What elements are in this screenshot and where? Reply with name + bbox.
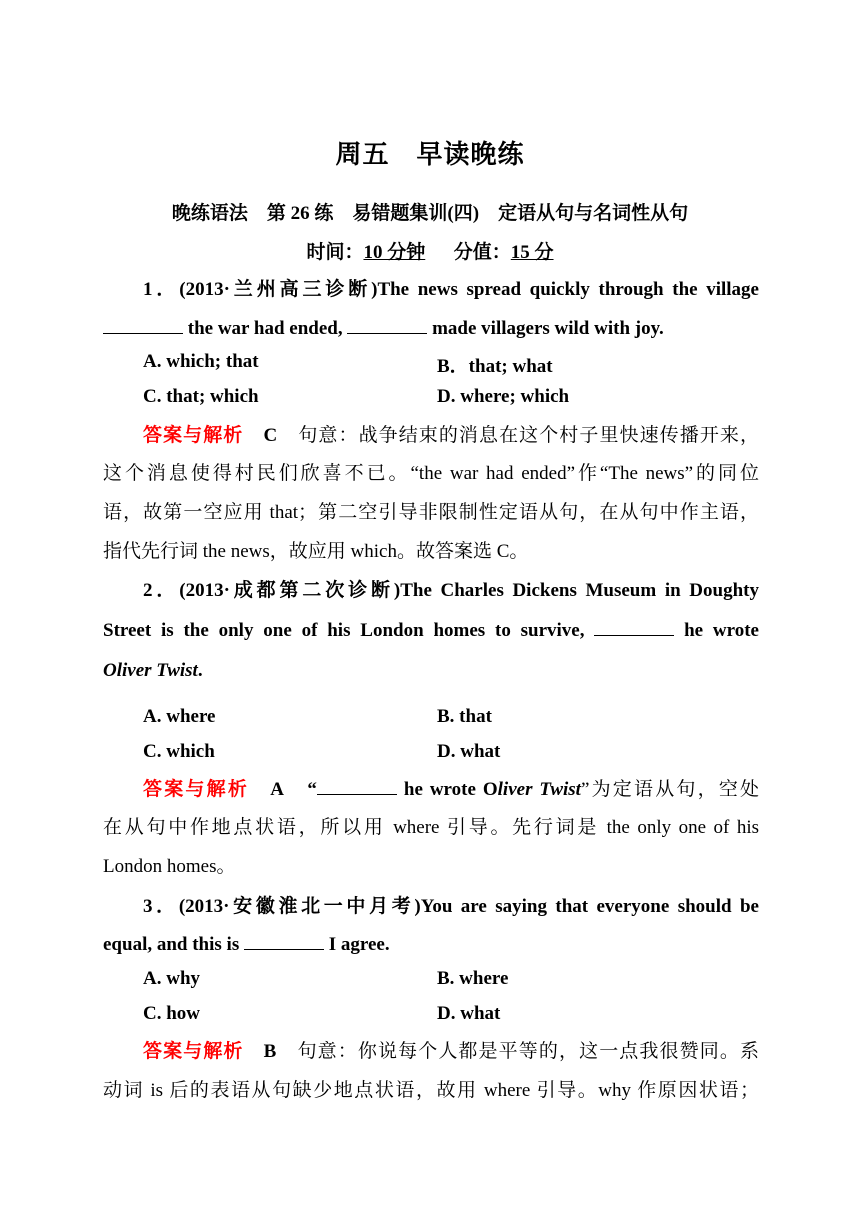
question-2-option-b: B. that bbox=[437, 706, 492, 727]
question-3-option-d: D. what bbox=[437, 1003, 501, 1024]
question-1-answer-line3: 语，故第一空应用 that；第二空引导非限制性定语从句，在从句中作主语， bbox=[103, 502, 759, 523]
question-2-option-d: D. what bbox=[437, 741, 501, 762]
question-1-answer-line1: 答案与解析 C 句意：战争结束的消息在这个村子里快速传播开来， bbox=[143, 425, 759, 446]
question-2-option-a: A. where bbox=[143, 706, 216, 727]
answer-label: 答案与解析 bbox=[143, 425, 244, 446]
question-1-option-b: B．that; what bbox=[437, 356, 553, 377]
question-3-option-b: B. where bbox=[437, 968, 509, 989]
answer-label: 答案与解析 bbox=[143, 1041, 244, 1062]
question-1-stem-line2: the war had ended, made villagers wild with joy. bbox=[103, 316, 759, 341]
question-2-answer-line1: 答案与解析 A “ he wrote Oliver Twist”为定语从句，空处 bbox=[143, 779, 760, 800]
question-3-answer-line1: 答案与解析 B 句意：你说每个人都是平等的，这一点我很赞同。系 bbox=[143, 1041, 759, 1062]
question-3-option-a: A. why bbox=[143, 968, 201, 989]
blank bbox=[317, 777, 397, 795]
score-label: 分值： bbox=[453, 242, 511, 263]
question-3-option-c: C. how bbox=[143, 1003, 201, 1024]
question-2-option-c: C. which bbox=[143, 741, 215, 762]
blank bbox=[103, 316, 183, 334]
question-1-answer-line4: 指代先行词 the news，故应用 which。故答案选 C。 bbox=[103, 541, 529, 562]
question-1-option-d: D. where; which bbox=[437, 386, 570, 407]
page-title: 周五 早读晚练 bbox=[335, 140, 525, 169]
question-3-answer: B bbox=[263, 1041, 277, 1062]
question-3-stem-line1: 3．(2013·安徽淮北一中月考)You are saying that everyone should be bbox=[143, 896, 759, 917]
question-2-answer-line3: London homes。 bbox=[103, 856, 236, 877]
time-value: 10 分钟 bbox=[363, 242, 426, 263]
answer-label: 答案与解析 bbox=[143, 779, 250, 800]
blank bbox=[594, 618, 674, 636]
page-subtitle: 晚练语法 第 26 练 易错题集训(四) 定语从句与名词性从句 bbox=[171, 203, 689, 224]
question-3-answer-line2: 动词 is 后的表语从句缺少地点状语，故用 where 引导。why 作原因状语； bbox=[103, 1080, 759, 1101]
question-2-stem-line2: Street is the only one of his London homes to survive, he wrote bbox=[103, 620, 759, 641]
question-2-answer-line2: 在从句中作地点状语，所以用 where 引导。先行词是 the only one of his bbox=[103, 817, 759, 838]
blank bbox=[347, 316, 427, 334]
question-1-option-c: C. that; which bbox=[143, 386, 259, 407]
time-score-line bbox=[0, 237, 860, 264]
question-2-stem-line3: Oliver Twist. bbox=[103, 660, 203, 681]
question-1-answer-line2: 这个消息使得村民们欣喜不已。“the war had ended”作“The news”的同位 bbox=[103, 463, 759, 484]
question-2-stem-line1: 2．(2013·成都第二次诊断)The Charles Dickens Museum in Doughty bbox=[143, 580, 759, 601]
question-1-stem-line1: 1．(2013·兰州高三诊断)The news spread quickly through the village bbox=[143, 279, 759, 300]
question-1-option-a: A. which; that bbox=[143, 351, 259, 372]
time-label: 时间： bbox=[306, 242, 364, 263]
question-3-stem-line2: equal, and this is I agree. bbox=[103, 934, 390, 955]
score-value: 15 分 bbox=[510, 242, 554, 263]
question-1-answer: C bbox=[263, 425, 278, 446]
blank bbox=[244, 932, 324, 950]
question-2-answer: A bbox=[270, 779, 284, 800]
